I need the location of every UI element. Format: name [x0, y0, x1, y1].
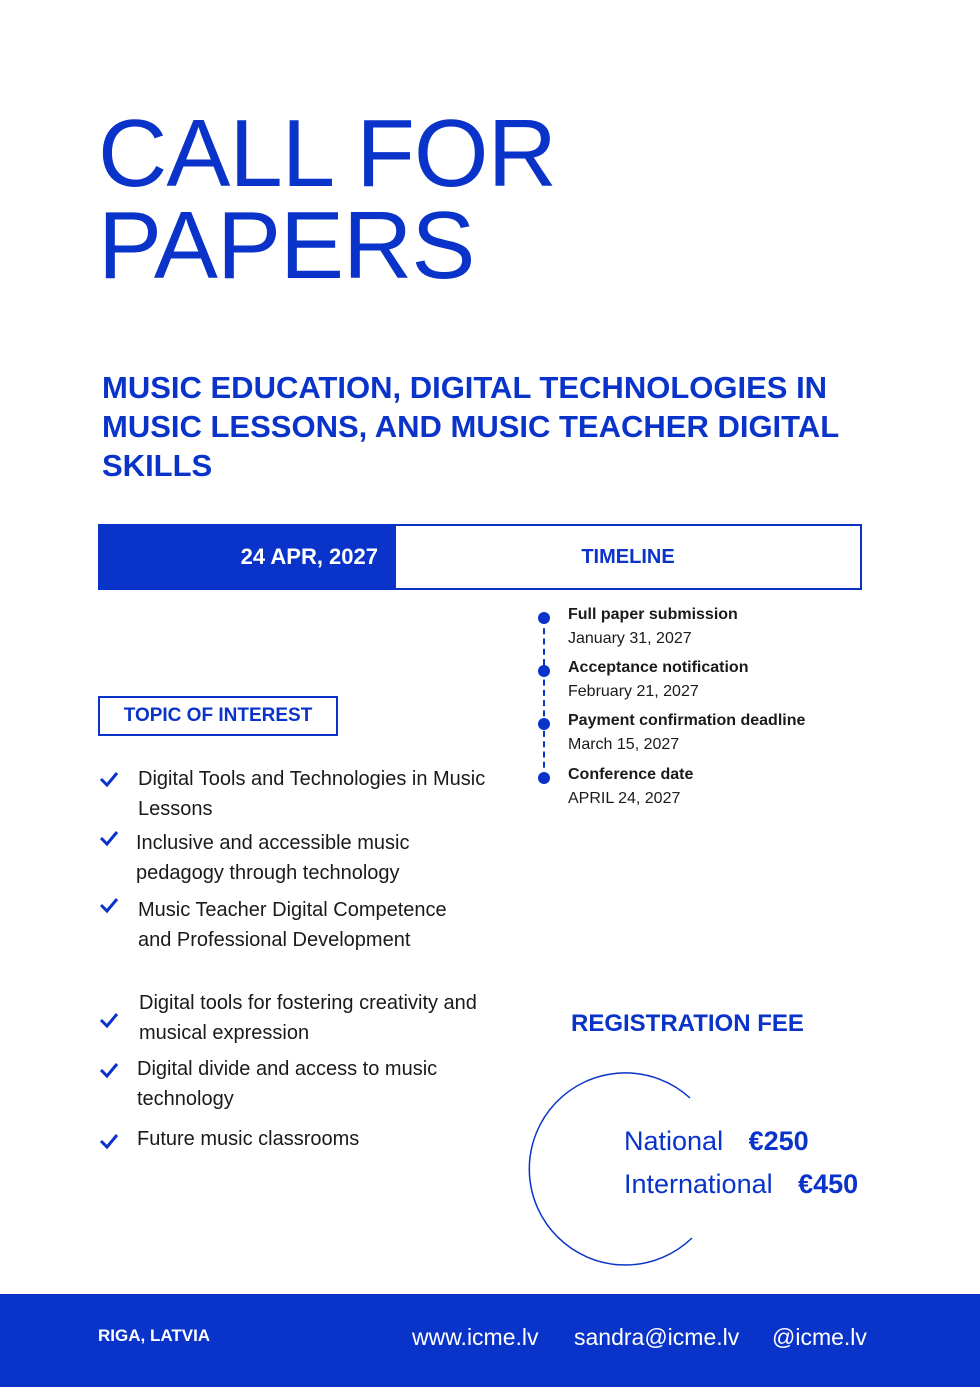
footer-city: RIGA, LATVIA: [98, 1326, 211, 1345]
page-title: [98, 100, 556, 299]
topic-text: Music Teacher Digital Competence and Professional Development: [138, 899, 447, 951]
conference-subtitle: MUSIC EDUCATION, DIGITAL TECHNOLOGIES IN MUSIC LESSONS, AND MUSIC TEACHER DIGITAL SKILLS: [102, 370, 839, 483]
footer: [0, 1294, 980, 1387]
timeline-heading: TIMELINE: [581, 545, 675, 568]
national-fee-row: [624, 1126, 809, 1157]
international-label: International: [624, 1169, 773, 1199]
check-icon: [98, 894, 120, 916]
timeline-date: APRIL 24, 2027: [568, 790, 681, 807]
check-icon: [98, 1130, 120, 1152]
topic-text: Inclusive and accessible music pedagogy through technology: [136, 832, 410, 884]
topic-text: Digital Tools and Technologies in Music Lessons: [138, 768, 486, 820]
timeline-dot-icon: [538, 665, 550, 677]
registration-heading: REGISTRATION FEE: [571, 1010, 804, 1037]
check-icon: [98, 768, 120, 790]
timeline-dot-icon: [538, 612, 550, 624]
timeline-dot-icon: [538, 772, 550, 784]
timeline-date: March 15, 2027: [568, 736, 680, 753]
email-link[interactable]: sandra@icme.lv: [574, 1324, 740, 1350]
topics-heading: TOPIC OF INTEREST: [98, 696, 338, 736]
website-link[interactable]: www.icme.lv: [412, 1324, 539, 1350]
timeline-connector: [543, 618, 545, 778]
conference-date-badge: 24 APR, 2027: [100, 526, 396, 588]
title-line-1: CALL FOR: [98, 100, 556, 207]
international-fee-row: [624, 1169, 858, 1200]
timeline-label: Conference date: [568, 766, 694, 783]
timeline-date: January 31, 2027: [568, 630, 692, 647]
timeline-label: Full paper submission: [568, 606, 738, 623]
international-fee: €450: [798, 1169, 859, 1199]
timeline-label: Acceptance notification: [568, 659, 749, 676]
timeline-label: Payment confirmation deadline: [568, 712, 806, 729]
topic-text: Future music classrooms: [137, 1128, 360, 1150]
national-fee: €250: [748, 1126, 809, 1156]
timeline-date: February 21, 2027: [568, 683, 699, 700]
topic-text: Digital tools for fostering creativity and musical expression: [139, 992, 477, 1044]
social-handle-link[interactable]: @icme.lv: [772, 1324, 867, 1350]
check-icon: [98, 1009, 120, 1031]
timeline-dot-icon: [538, 718, 550, 730]
topic-text: Digital divide and access to music technology: [137, 1058, 438, 1110]
national-label: National: [624, 1126, 724, 1156]
date-timeline-banner: [98, 524, 862, 590]
title-line-2: PAPERS: [98, 192, 475, 299]
check-icon: [98, 1059, 120, 1081]
check-icon: [98, 827, 120, 849]
